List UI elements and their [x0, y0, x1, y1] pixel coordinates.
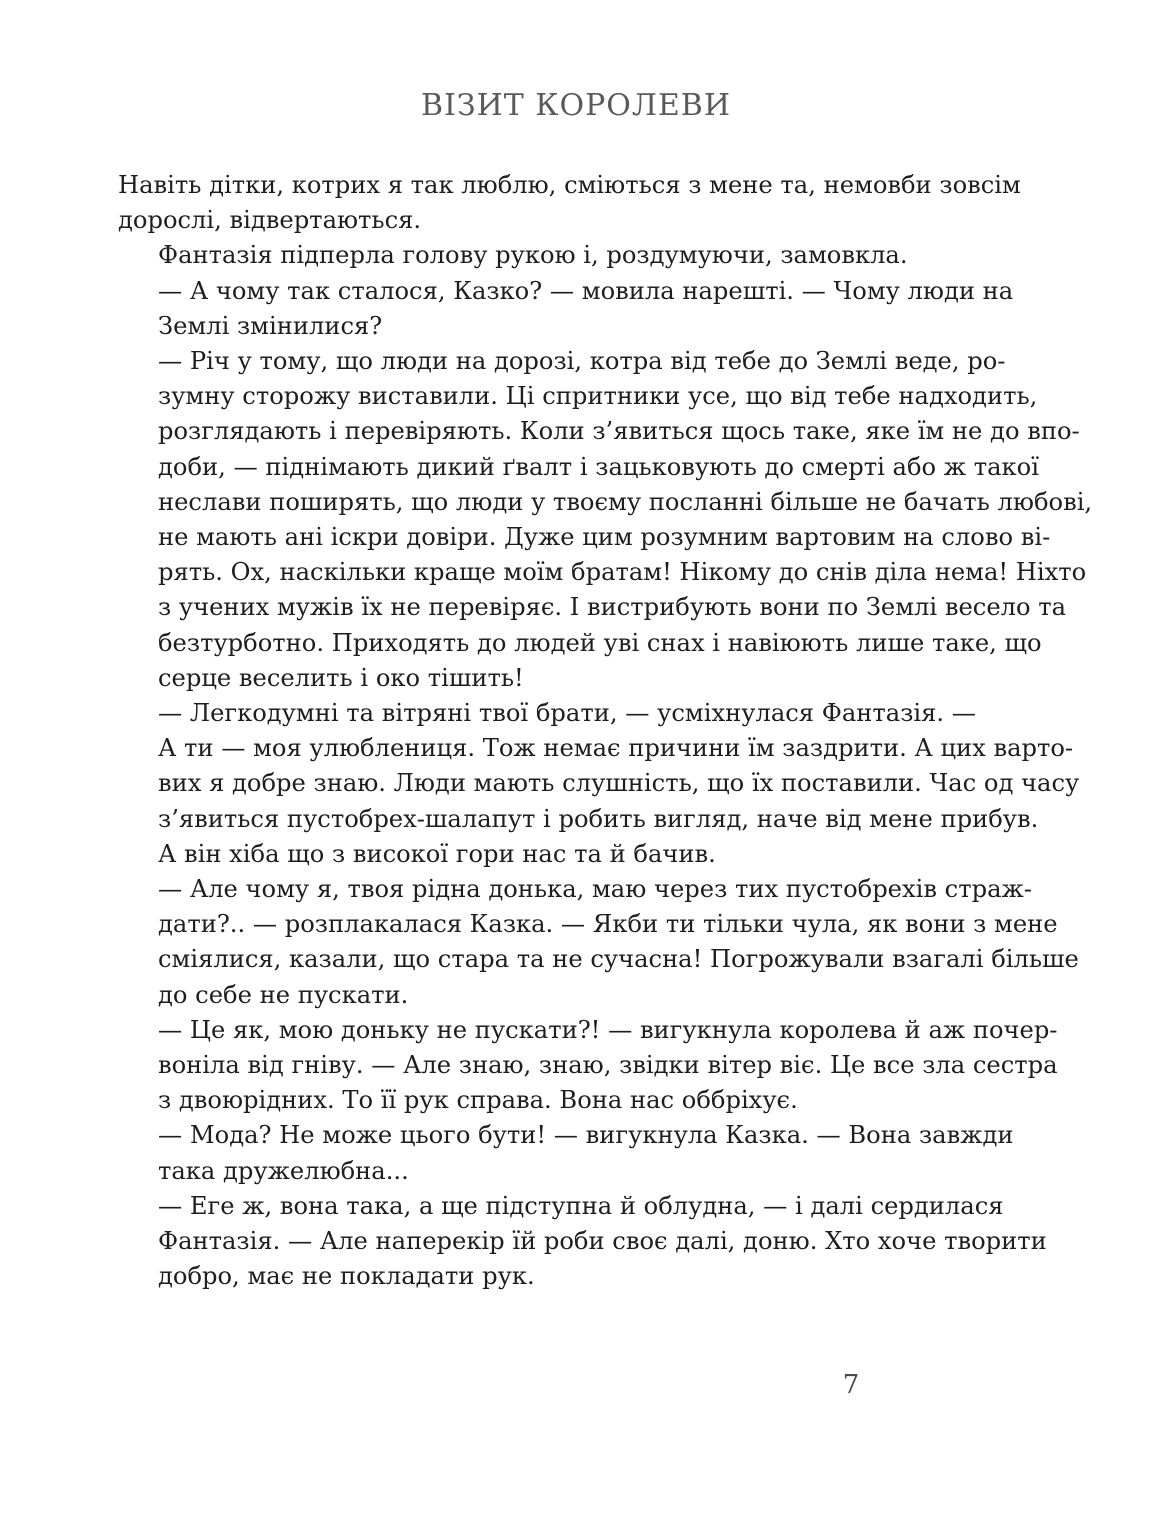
paragraph — [118, 696, 1080, 872]
text-line: рять. Ох, наскільки краще моїм братам! Нікому до снів діла нема! Ніхто — [158, 558, 1087, 587]
page-number: 7 — [842, 1370, 860, 1400]
text-line: серце веселить і око тішить! — [158, 663, 524, 692]
text-line: воніла від гніву. — Але знаю, знаю, звідки вітер віє. Це все зла сестра — [158, 1051, 1058, 1080]
text-line: доби, — піднімають дикий ґвалт і зацьковують до смерті або ж такої — [158, 452, 1039, 481]
text-line: дорослі, відвертаються. — [118, 206, 422, 235]
text-line: Навіть дітки, котрих я так люблю, сміються з мене та, немовби зовсім — [118, 171, 1021, 199]
text-line: — Але чому я, твоя рідна донька, маю через тих пустобрехів страж- — [158, 875, 1032, 904]
text-line: — Річ у тому, що люди на дорозі, котра від тебе до Землі веде, ро- — [158, 347, 1006, 376]
paragraph — [118, 1013, 1058, 1119]
text-line: безтурботно. Приходять до людей уві снах і навіюють лише таке, що — [158, 628, 1042, 657]
text-line: — Це як, мою доньку не пускати?! — вигукнула королева й аж почер- — [158, 1015, 1058, 1044]
paragraph — [118, 1118, 1014, 1188]
paragraph — [118, 238, 976, 273]
paragraph — [118, 274, 1014, 344]
text-line: неслави поширять, що люди у твоєму посланні більше не бачать любові, — [158, 487, 1093, 516]
body-text — [118, 168, 1093, 1295]
text-line: вих я добре знаю. Люди мають слушність, що їх поставили. Час од часу — [158, 769, 1080, 798]
paragraph — [118, 344, 1093, 696]
text-line: сміялися, казали, що стара та не сучасна! Погрожували взагалі більше — [158, 945, 1079, 974]
paragraph — [118, 1189, 1047, 1295]
text-line: з учених мужів їх не перевіряє. І вистрибують вони по Землі весело та — [158, 593, 1067, 622]
text-line: з двоюрідних. То її рук справа. Вона нас оббріхує. — [158, 1086, 798, 1115]
text-line: розглядають і перевіряють. Коли з’явиться щось таке, яке їм не до впо- — [158, 417, 1080, 446]
text-line: — Мода? Не може цього бути! — вигукнула Казка. — Вона завжди — [158, 1121, 1014, 1150]
text-line: — А чому так сталося, Казко? — мовила нарешті. — Чому люди на — [158, 276, 1014, 305]
text-line: Фантазія. — Але наперекір їй роби своє далі, доню. Хто хоче творити — [158, 1227, 1047, 1256]
text-line: — Легкодумні та вітряні твої брати, — усміхнулася Фантазія. — — [158, 699, 976, 728]
text-line: — Еге ж, вона така, а ще підступна й облудна, — і далі сердилася — [158, 1191, 1004, 1220]
text-line: добро, має не покладати рук. — [158, 1262, 535, 1291]
paragraph — [118, 872, 1079, 1013]
text-line: Землі змінилися? — [158, 311, 383, 340]
paragraph — [118, 168, 1021, 238]
text-line: не мають ані іскри довіри. Дуже цим розумним вартовим на слово ві- — [158, 523, 1051, 552]
text-line: Фантазія підперла голову рукою і, роздумуючи, замовкла. — [158, 241, 908, 270]
text-line: до себе не пускати. — [158, 980, 409, 1009]
text-line: така дружелюбна... — [158, 1156, 409, 1185]
text-line: з’явиться пустобрех-шалапут і робить вигляд, наче від мене прибув. — [158, 804, 1039, 833]
text-line: А ти — моя улюблениця. Тож немає причини їм заздрити. А цих варто- — [158, 734, 1074, 763]
text-line: дати?.. — розплакалася Казка. — Якби ти тільки чула, як вони з мене — [158, 910, 1058, 939]
running-head: ВІЗИТ КОРОЛЕВИ — [420, 88, 732, 123]
text-line: зумну сторожу виставили. Ці спритники усе, що від тебе надходить, — [158, 382, 1038, 411]
text-line: А він хіба що з високої гори нас та й бачив. — [158, 839, 716, 868]
